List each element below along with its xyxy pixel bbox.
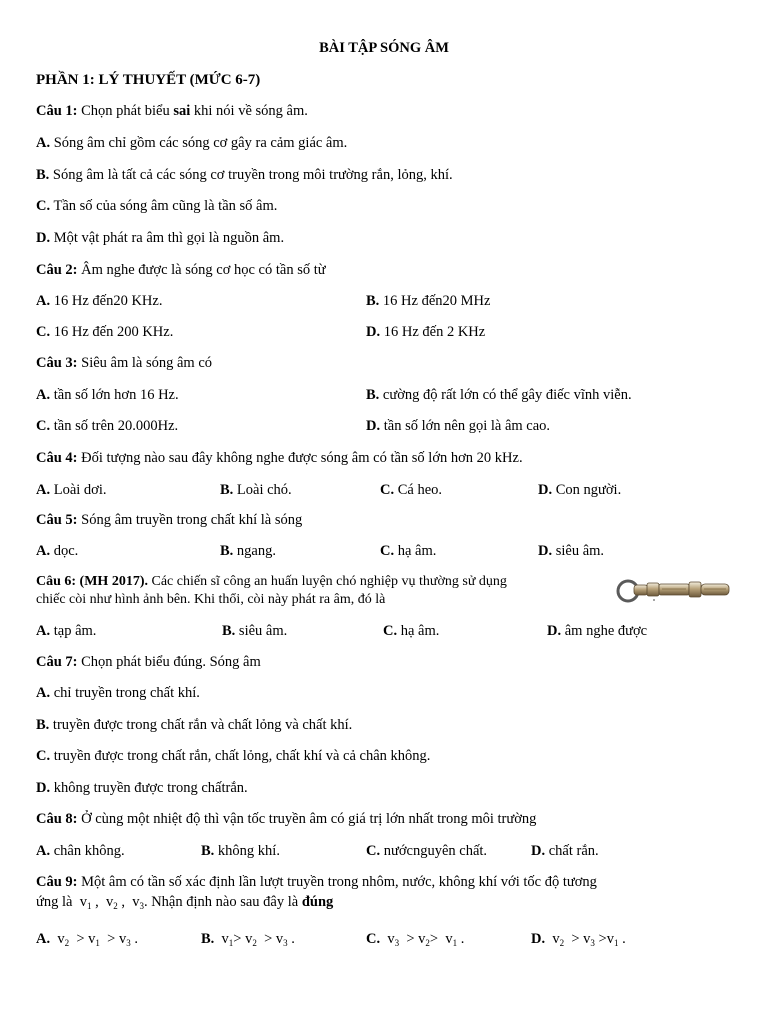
option-a: A. chân không. — [36, 843, 125, 859]
dog-whistle-image — [614, 570, 732, 610]
question-label: Câu 5: — [36, 512, 78, 528]
option-c: C. hạ âm. — [380, 543, 437, 559]
question-2: Câu 2: Âm nghe được là sóng cơ học có tần số từ — [36, 262, 326, 278]
option-b: B. truyền được trong chất rắn và chất lỏng và chất khí. — [36, 717, 353, 733]
question-label: Câu 1: — [36, 103, 78, 119]
option-d: D. chất rắn. — [531, 843, 599, 859]
question-6-line-2: chiếc còi như hình ảnh bên. Khi thổi, còi này phát ra âm, đó là — [36, 592, 386, 607]
option-d: D. không truyền được trong chấtrắn. — [36, 780, 248, 796]
option-a: A. 16 Hz đến20 KHz. — [36, 293, 163, 309]
option-b: B. ngang. — [220, 543, 276, 559]
option-b: B. siêu âm. — [222, 623, 288, 639]
question-label: Câu 7: — [36, 654, 78, 670]
question-1: Câu 1: Chọn phát biểu sai khi nói về sóng âm. — [36, 103, 308, 119]
question-9: Câu 9: Một âm có tần số xác định lần lượt truyền trong nhôm, nước, không khí với tốc độ tương — [36, 874, 597, 890]
option-d: D. $v_2 > v_3 >v_1$ . — [531, 931, 626, 948]
option-c: C. truyền được trong chất rắn, chất lỏng, chất khí và cả chân không. — [36, 748, 431, 764]
option-b: B. 16 Hz đến20 MHz — [366, 293, 491, 309]
question-label: Câu 2: — [36, 262, 78, 278]
question-label: Câu 8: — [36, 811, 78, 827]
question-label: Câu 3: — [36, 355, 78, 371]
question-label: Câu 9: — [36, 874, 78, 890]
question-label: Câu 4: — [36, 450, 78, 466]
option-a: A. tạp âm. — [36, 623, 97, 639]
question-6: Câu 6: (MH 2017). Các chiến sĩ công an huấn luyện chó nghiệp vụ thường sử dụng — [36, 574, 507, 589]
option-a: A. Sóng âm chỉ gồm các sóng cơ gây ra cảm giác âm. — [36, 135, 348, 151]
option-c: C. hạ âm. — [383, 623, 440, 639]
option-d: D. âm nghe được — [547, 623, 648, 639]
option-a: A. $v_2 > v_1 > v_3$ . — [36, 931, 138, 948]
option-b: B. cường độ rất lớn có thể gây điếc vĩnh viễn. — [366, 387, 632, 403]
question-8: Câu 8: Ở cùng một nhiệt độ thì vận tốc truyền âm có giá trị lớn nhất trong môi trường — [36, 811, 537, 827]
option-b: B. Sóng âm là tất cả các sóng cơ truyền trong môi trường rắn, lỏng, khí. — [36, 167, 453, 183]
option-d: D. Con người. — [538, 482, 622, 498]
option-d: D. Một vật phát ra âm thì gọi là nguồn âm. — [36, 230, 285, 246]
option-c: C. 16 Hz đến 200 KHz. — [36, 324, 174, 340]
section-heading: PHẦN 1: LÝ THUYẾT (MỨC 6-7) — [36, 72, 261, 88]
option-a: A. tần số lớn hơn 16 Hz. — [36, 387, 179, 403]
option-a: A. dọc. — [36, 543, 79, 559]
option-b: B. không khí. — [201, 843, 280, 859]
option-b: B. Loài chó. — [220, 482, 292, 498]
question-9-line-2: ứng là $v_1$ , $v_2$ , $v_3$. Nhận định nào sau đây là đúng — [36, 894, 334, 911]
option-a: A. chỉ truyền trong chất khí. — [36, 685, 200, 701]
option-d: D. siêu âm. — [538, 543, 605, 559]
question-5: Câu 5: Sóng âm truyền trong chất khí là sóng — [36, 512, 303, 528]
question-7: Câu 7: Chọn phát biểu đúng. Sóng âm — [36, 654, 261, 670]
option-b: B. $v_1> v_2 > v_3$ . — [201, 931, 295, 948]
option-c: C. Tần số của sóng âm cũng là tần số âm. — [36, 198, 278, 214]
document-title: BÀI TẬP SÓNG ÂM — [319, 40, 449, 56]
option-c: C. nướcnguyên chất. — [366, 843, 488, 859]
question-4: Câu 4: Đối tượng nào sau đây không nghe được sóng âm có tần số lớn hơn 20 kHz. — [36, 450, 523, 466]
question-3: Câu 3: Siêu âm là sóng âm có — [36, 355, 213, 371]
option-d: D. 16 Hz đến 2 KHz — [366, 324, 486, 340]
option-a: A. Loài dơi. — [36, 482, 107, 498]
option-c: C. Cá heo. — [380, 482, 443, 498]
question-label: Câu 6: (MH 2017). — [36, 574, 148, 589]
option-c: C. $v_3 > v_2> v_1$ . — [366, 931, 465, 948]
option-c: C. tần số trên 20.000Hz. — [36, 418, 179, 434]
option-d: D. tần số lớn nên gọi là âm cao. — [366, 418, 551, 434]
